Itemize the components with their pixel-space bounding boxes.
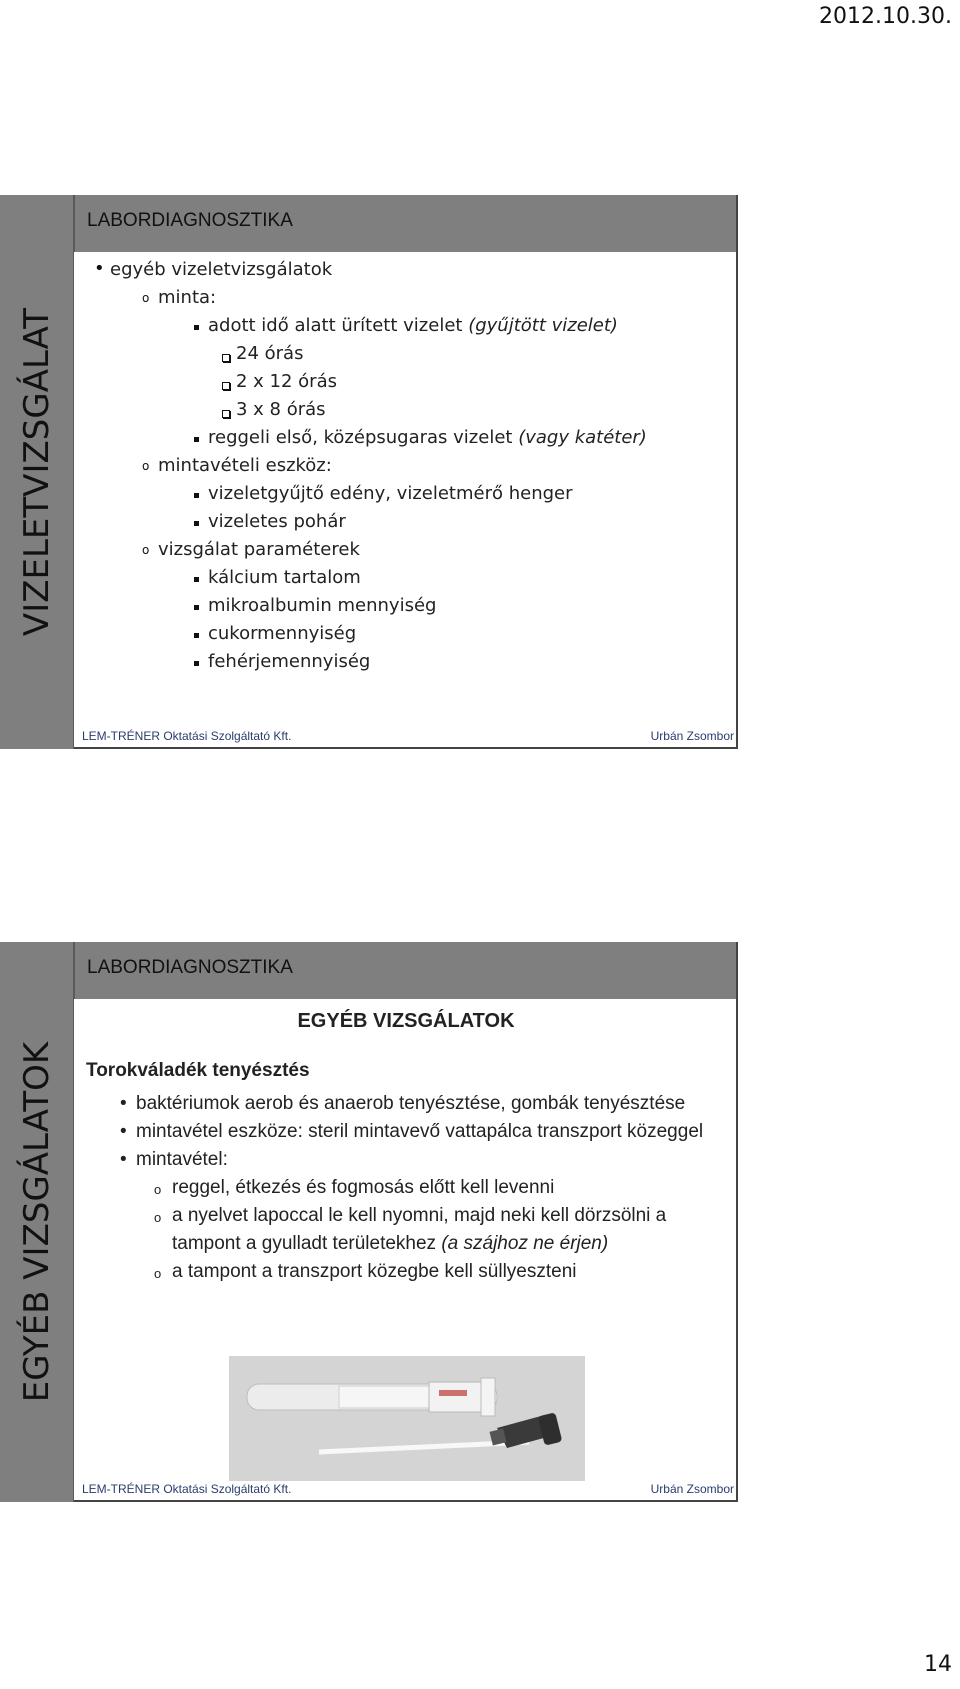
header-title: LABORDIAGNOSZTIKA xyxy=(87,210,293,231)
list-item: 3 x 8 órás xyxy=(86,399,728,427)
slide-header xyxy=(74,942,738,999)
list-item: • baktériumok aerob és anaerob tenyésztése, gombák tenyésztése xyxy=(86,1090,728,1118)
section-heading: Torokváladék tenyésztés xyxy=(86,1060,310,1081)
page-date: 2012.10.30. xyxy=(819,4,952,29)
slide-subtitle: EGYÉB VIZSGÁLATOK xyxy=(297,1010,515,1032)
list-item: o vizsgálat paraméterek xyxy=(86,539,728,567)
footer-company: LEM-TRÉNER Oktatási Szolgáltató Kft. xyxy=(82,729,292,743)
header-title: LABORDIAGNOSZTIKA xyxy=(87,957,293,978)
slide-content xyxy=(86,1060,728,1286)
list-item: • mintavétel eszköze: steril mintavevő vattapálca transzport közeggel xyxy=(86,1118,728,1146)
page-number: 14 xyxy=(924,1652,952,1677)
list-item: kálcium tartalom xyxy=(86,567,728,595)
sub-list-item: o a nyelvet lapoccal le kell nyomni, majd neki kell dörzsölni a tampont a gyulladt területekhez (a szájhoz ne érjen) xyxy=(86,1202,728,1258)
list-item: 2 x 12 órás xyxy=(86,371,728,399)
sidebar-title: VIZELETVIZSGÁLAT xyxy=(16,307,57,637)
sub-list-item: o reggel, étkezés és fogmosás előtt kell levenni xyxy=(86,1174,728,1202)
footer-author: Urbán Zsombor xyxy=(650,1482,734,1496)
slide-content xyxy=(86,259,728,679)
list-item: reggeli első, középsugaras vizelet (vagy katéter) xyxy=(86,427,728,455)
list-item: cukormennyiség xyxy=(86,623,728,651)
footer-author: Urbán Zsombor xyxy=(650,729,734,743)
sidebar-title: EGYÉB VIZSGÁLATOK xyxy=(16,1041,57,1403)
list-item: vizeletes pohár xyxy=(86,511,728,539)
swab-tube-photo xyxy=(229,1356,585,1481)
list-item: fehérjemennyiség xyxy=(86,651,728,679)
slide-footer xyxy=(74,725,738,747)
list-item: vizeletgyűjtő edény, vizeletmérő henger xyxy=(86,483,728,511)
slide-sidebar xyxy=(0,942,74,1502)
list-item: • mintavétel: xyxy=(86,1146,728,1174)
list-item: 24 órás xyxy=(86,343,728,371)
list-item: adott idő alatt ürített vizelet (gyűjtött vizelet) xyxy=(86,315,728,343)
list-item: o minta: xyxy=(86,287,728,315)
footer-company: LEM-TRÉNER Oktatási Szolgáltató Kft. xyxy=(82,1482,292,1496)
list-item: o mintavételi eszköz: xyxy=(86,455,728,483)
list-item: mikroalbumin mennyiség xyxy=(86,595,728,623)
slide-vizeletvizsgalat xyxy=(0,195,738,749)
slide-sidebar xyxy=(0,195,74,749)
slide-footer xyxy=(74,1478,738,1500)
sub-list-item: o a tampont a transzport közegbe kell süllyeszteni xyxy=(86,1258,728,1286)
slide-header xyxy=(74,195,738,252)
list-item: • egyéb vizeletvizsgálatok xyxy=(86,259,728,287)
